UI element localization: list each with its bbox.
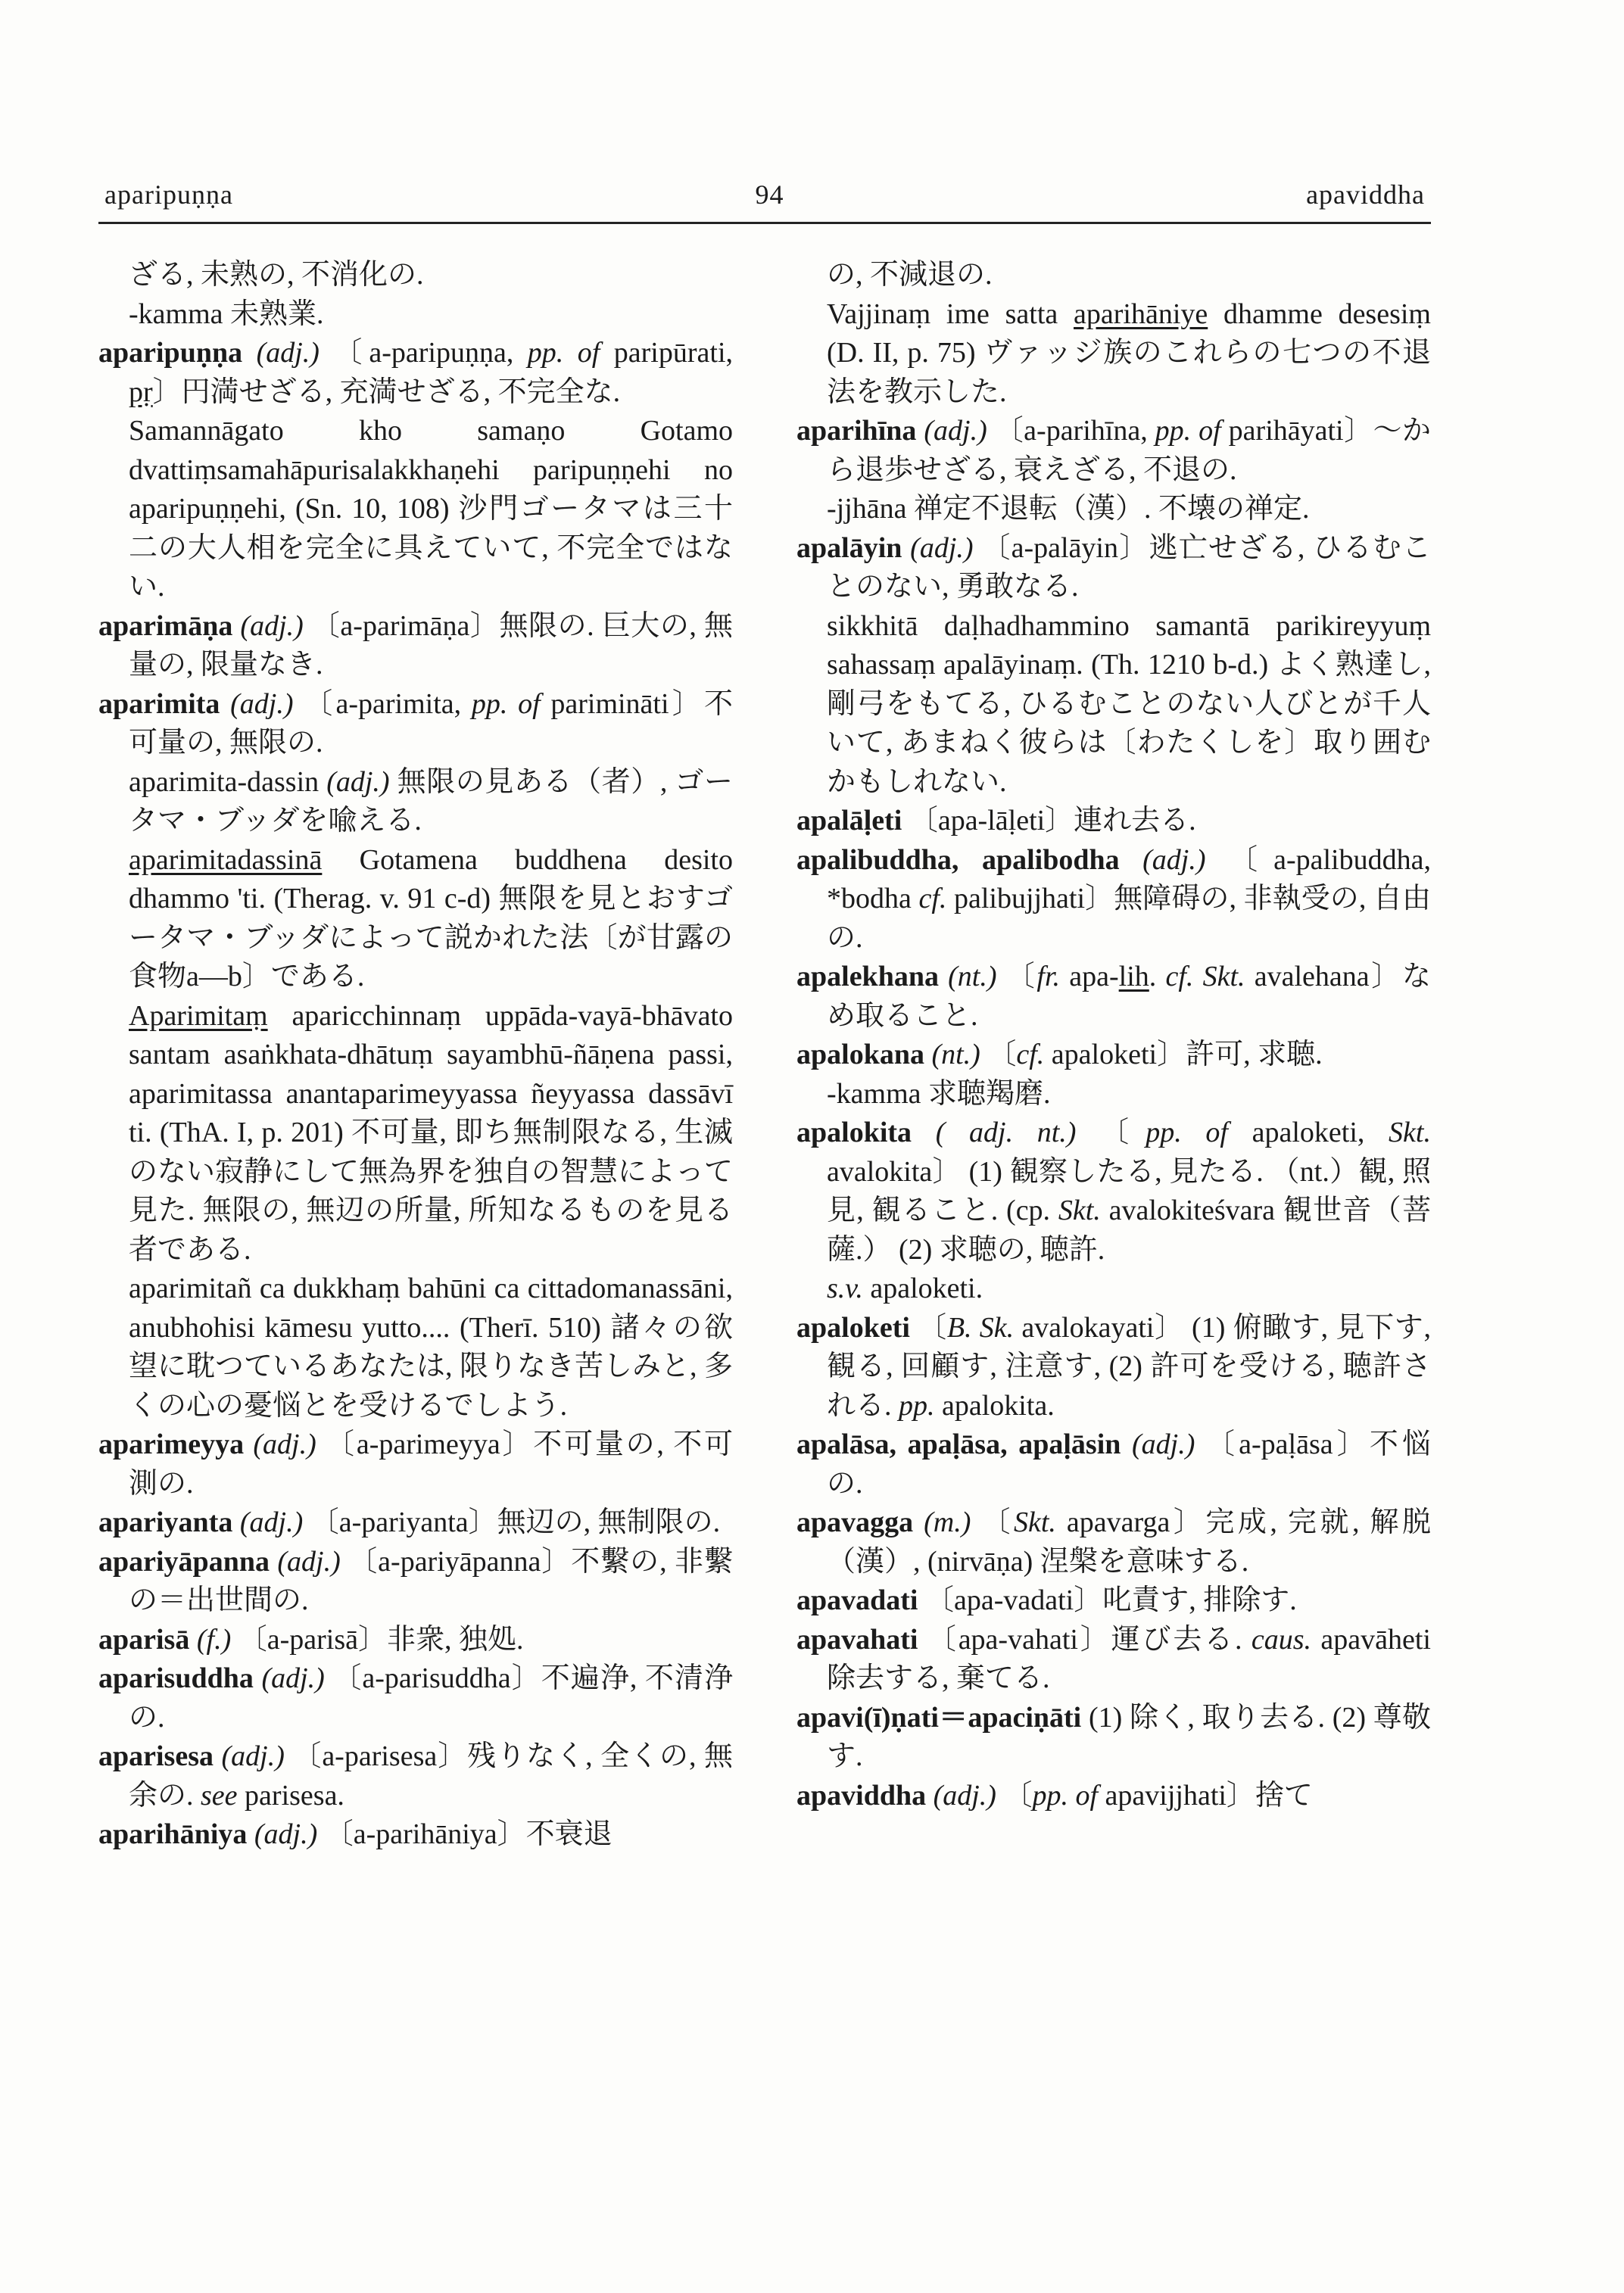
dictionary-entry: apariyāpanna (adj.) 〔a-pariyāpanna〕不繫の, 非繫の＝出世間の. xyxy=(98,1545,733,1616)
dictionary-entry: aparimeyya (adj.) 〔a-parimeyya〕不可量の, 不可測の. xyxy=(98,1428,734,1500)
text-paragraph: Samannāgato kho samaṇo Gotamo dvattiṃsamahāpurisalakkhaṇehi paripuṇṇehi no aparipuṇṇehi, (Sn. 10, 108) 沙門ゴータマは三十二の大人相を完全に具えていて, 不完全ではない. xyxy=(129,415,733,603)
text-paragraph: s.v. apaloketi. xyxy=(827,1273,983,1304)
guide-word-right: apaviddha xyxy=(1306,179,1425,210)
dictionary-entry: apalibuddha, apalibodha (adj.) 〔a-palibuddha, *bodha cf. palibujjhati〕無障碍の, 非執受の, 自由の. xyxy=(796,843,1431,954)
dictionary-entry: aparimāṇa (adj.) 〔a-parimāṇa〕無限の. 巨大の, 無量の, 限量なき. xyxy=(98,609,733,681)
guide-word-left: aparipuṇṇa xyxy=(104,179,233,210)
dictionary-entry: apavi(ī)ṇati＝apaciṇāti (1) 除く, 取り去る. (2) 尊敬す. xyxy=(796,1701,1431,1772)
running-head xyxy=(98,178,1431,222)
dictionary-entry: apavadati 〔apa-vadati〕叱責す, 排除す. xyxy=(796,1584,1297,1616)
page-content xyxy=(98,178,1431,1855)
column-left xyxy=(98,256,733,1855)
text-paragraph: Aparimitaṃ aparicchinnaṃ uppāda-vayā-bhāvato santam asaṅkhata-dhātuṃ sayambhū-ñāṇena passi, aparimitassa anantaparimeyyassa ñeyyassa dassāvī ti. (ThA. I, p. 201) 不可量, 即ち無制限なる, 生滅のない寂静にして無為界を独自の智慧によって見た. 無限の, 無辺の所量, 所知なるものを見る者である. xyxy=(129,999,734,1266)
page-number: 94 xyxy=(755,179,784,210)
dictionary-entry: apariyanta (adj.) 〔a-pariyanta〕無辺の, 無制限の. xyxy=(98,1506,721,1538)
dictionary-entry: apaviddha (adj.) 〔pp. of apavijjhati〕捨て xyxy=(796,1779,1313,1812)
dictionary-entry: aparihāniya (adj.) 〔a-parihāniya〕不衰退 xyxy=(98,1818,613,1850)
text-paragraph: -kamma 未熟業. xyxy=(129,298,324,330)
dictionary-entry: apalāsa, apaḷāsa, apaḷāsin (adj.) 〔a-paḷāsa〕不悩の. xyxy=(796,1428,1431,1500)
text-paragraph: aparimita-dassin (adj.) 無限の見ある（者）, ゴータマ・ブッダを喩える. xyxy=(129,765,733,837)
dictionary-entry: aparisesa (adj.) 〔a-parisesa〕残りなく, 全くの, 無余の. see parisesa. xyxy=(98,1740,733,1812)
text-paragraph: aparimitadassinā Gotamena buddhena desito dhammo 'ti. (Therag. v. 91 c-d) 無限を見とおすゴータマ・ブッダによって説かれた法〔が甘露の食物a―b〕である. xyxy=(129,843,733,992)
text-paragraph: の, 不減退の. xyxy=(827,259,993,291)
dictionary-entry: apalokita ( adj. nt.) 〔pp. of apaloketi, Skt. avalokita〕 (1) 観察したる, 見たる. （nt.）観, 照見, 観ること. (cp. Skt. avalokiteśvara 観世音（菩薩.） (2) 求聴の, 聴許. xyxy=(796,1117,1431,1266)
text-paragraph: sikkhitā daḷhadhammino samantā parikireyyuṃ sahassaṃ apalāyinaṃ. (Th. 1210 b-d.) よく熟達し, 剛弓をもてる, ひるむことのない人びとが千人いて, あまねく彼らは〔わたくしを〕取り囲むかもしれない. xyxy=(827,609,1431,798)
dictionary-entry: apalekhana (nt.) 〔fr. apa-lih. cf. Skt. avalehana〕なめ取ること. xyxy=(796,961,1431,1032)
dictionary-entry: aparihīna (adj.) 〔a-parihīna, pp. of parihāyati〕～から退歩せざる, 衰えざる, 不退の. xyxy=(796,415,1431,486)
text-columns xyxy=(98,256,1431,1855)
dictionary-entry: aparipuṇṇa (adj.) 〔a-paripuṇṇa, pp. of paripūrati, pṛ〕円満せざる, 充満せざる, 不完全な. xyxy=(98,337,734,408)
text-paragraph: aparimitañ ca dukkhaṃ bahūni ca cittadomanassāni, anubhohisi kāmesu yutto.... (Therī. 510) 諸々の欲望に耽つているあなたは, 限りなき苦しみと, 多くの心の憂悩とを受けるでしよう. xyxy=(129,1273,734,1422)
dictionary-entry: aparisuddha (adj.) 〔a-parisuddha〕不遍浄, 不清浄の. xyxy=(98,1662,733,1734)
column-right xyxy=(796,256,1431,1855)
dictionary-entry: aparisā (f.) 〔a-parisā〕非衆, 独処. xyxy=(98,1623,524,1656)
text-paragraph: ざる, 未熟の, 不消化の. xyxy=(129,259,424,291)
dictionary-entry: apalāḷeti 〔apa-lāḷeti〕連れ去る. xyxy=(796,805,1196,837)
dictionary-entry: apalokana (nt.) 〔cf. apaloketi〕許可, 求聴. xyxy=(796,1039,1323,1070)
dictionary-entry: apaloketi 〔B. Sk. avalokayati〕 (1) 俯瞰す, 見下す, 観る, 回顧す, 注意す, (2) 許可を受ける, 聴許される. pp. apalokita. xyxy=(796,1311,1431,1422)
dictionary-entry: apavagga (m.) 〔Skt. apavarga〕完成, 完就, 解脱（漢）, (nirvāṇa) 涅槃を意味する. xyxy=(796,1506,1431,1578)
dictionary-entry: apalāyin (adj.) 〔a-palāyin〕逃亡せざる, ひるむことのない, 勇敢なる. xyxy=(796,531,1431,603)
text-paragraph: Vajjinaṃ ime satta aparihāniye dhamme desesiṃ (D. II, p. 75) ヴァッジ族のこれらの七つの不退法を教示した. xyxy=(827,298,1431,408)
text-paragraph: -kamma 求聴羯磨. xyxy=(827,1077,1051,1110)
dictionary-entry: apavahati 〔apa-vahati〕運び去る. caus. apavāheti 除去する, 棄てる. xyxy=(796,1623,1431,1694)
text-paragraph: -jjhāna 禅定不退転（漢）. 不壊の禅定. xyxy=(827,493,1310,525)
dictionary-entry: aparimita (adj.) 〔a-parimita, pp. of parimināti〕不可量の, 無限の. xyxy=(98,687,733,759)
header-rule xyxy=(98,222,1431,224)
